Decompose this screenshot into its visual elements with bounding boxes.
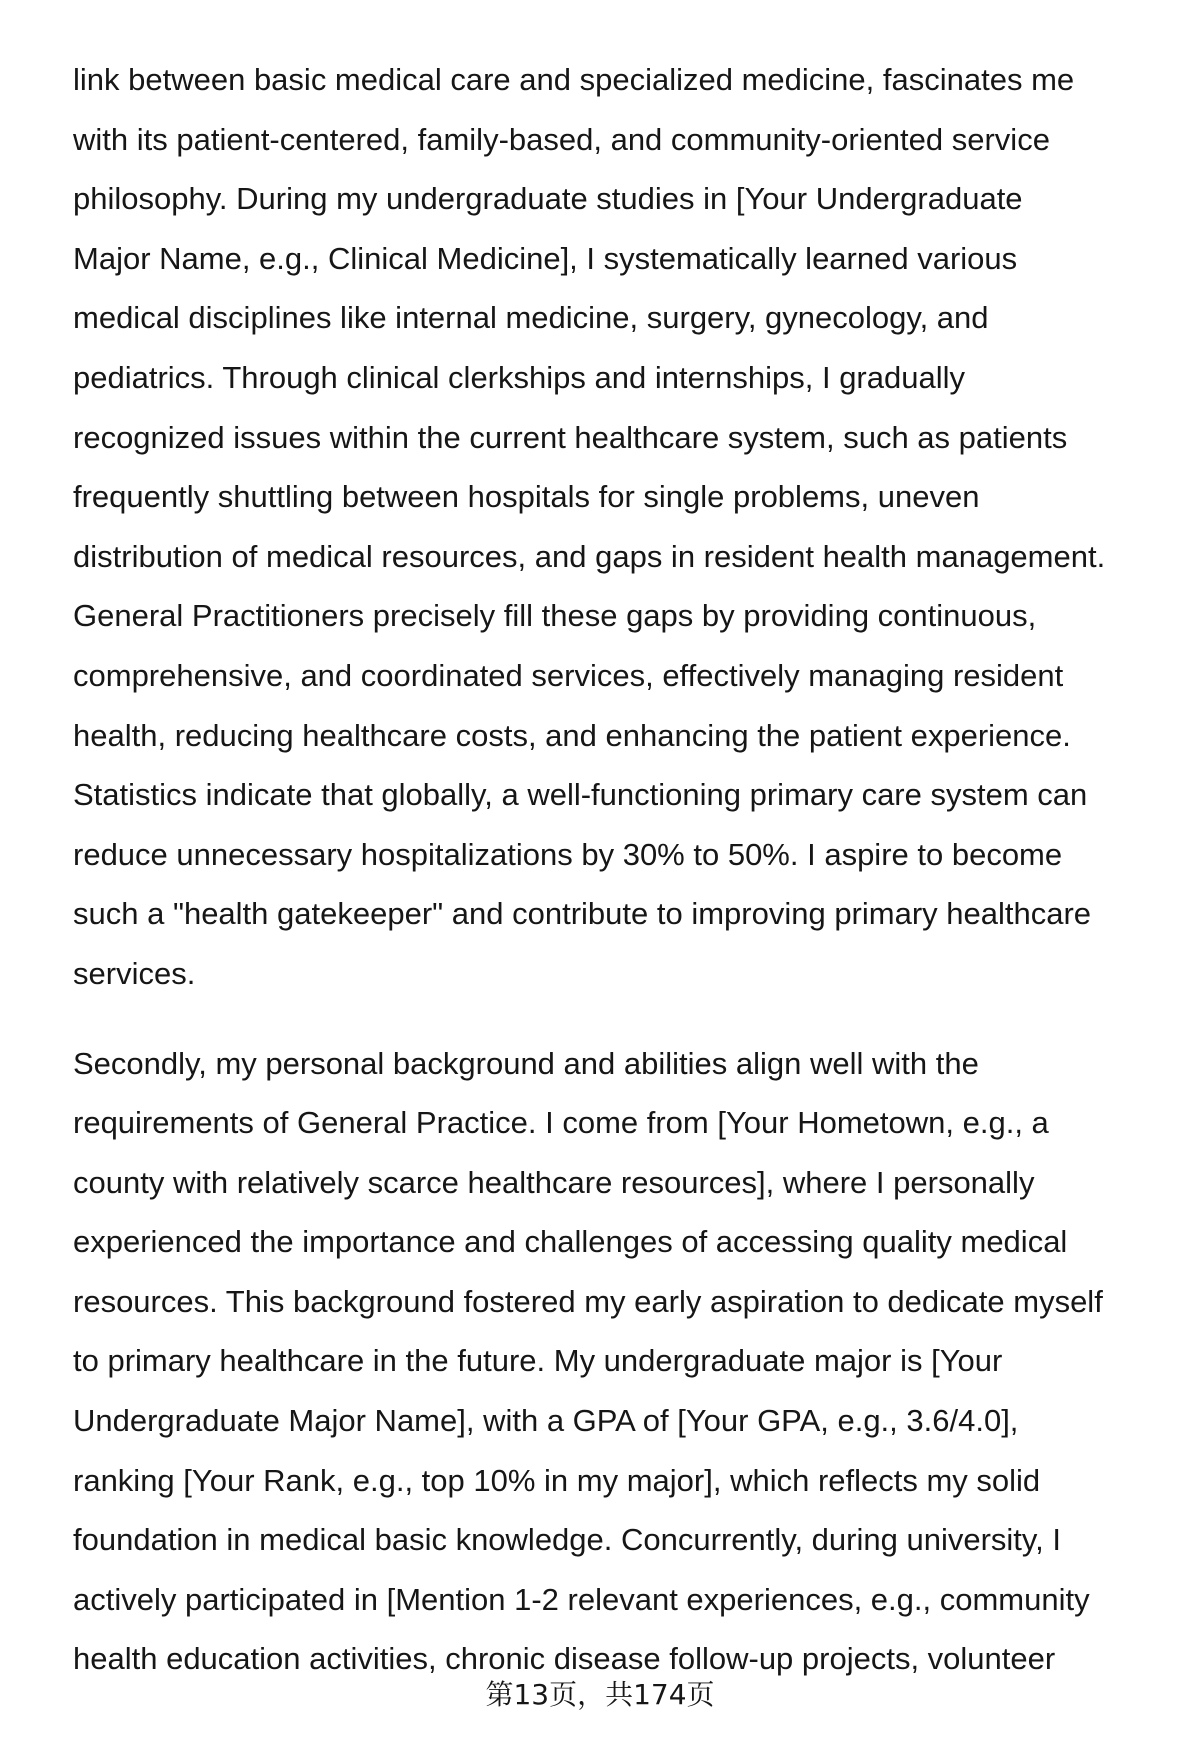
text-line: recognized issues within the current healthcare system, such as patients (73, 419, 1068, 455)
paragraph (73, 1034, 1183, 1690)
text-line: medical disciplines like internal medicine, surgery, gynecology, and (73, 300, 989, 336)
text-line: reduce unnecessary hospitalizations by 30% to 50%. I aspire to become (73, 836, 1063, 872)
text-line: frequently shuttling between hospitals for single problems, uneven (73, 479, 980, 515)
text-line: county with relatively scarce healthcare resources], where I personally (73, 1164, 1035, 1200)
text-line: distribution of medical resources, and gaps in resident health management. (73, 538, 1106, 574)
text-line: Undergraduate Major Name], with a GPA of [Your GPA, e.g., 3.6/4.0], (73, 1403, 1019, 1439)
text-line: experienced the importance and challenges of accessing quality medical (73, 1224, 1068, 1260)
text-line: Statistics indicate that globally, a well-functioning primary care system can (73, 777, 1088, 813)
text-line: health education activities, chronic disease follow-up projects, volunteer (73, 1641, 1056, 1677)
text-line: requirements of General Practice. I come from [Your Hometown, e.g., a (73, 1105, 1049, 1141)
text-line: link between basic medical care and specialized medicine, fascinates me (73, 62, 1075, 97)
text-line: with its patient-centered, family-based, and community-oriented service (73, 121, 1050, 157)
text-line: philosophy. During my undergraduate studies in [Your Undergraduate (73, 181, 1023, 217)
page-number-footer: 第13页，共174页 (485, 1678, 715, 1711)
text-line: Major Name, e.g., Clinical Medicine], I systematically learned various (73, 240, 1018, 276)
text-line: ranking [Your Rank, e.g., top 10% in my major], which reflects my solid (73, 1462, 1041, 1498)
text-line: services. (73, 955, 196, 991)
text-line: actively participated in [Mention 1-2 relevant experiences, e.g., community (73, 1581, 1090, 1617)
document-body (73, 50, 1183, 1689)
text-line: health, reducing healthcare costs, and enhancing the patient experience. (73, 717, 1071, 753)
text-line: such a "health gatekeeper" and contribute to improving primary healthcare (73, 896, 1092, 932)
text-line: pediatrics. Through clinical clerkships and internships, I gradually (73, 359, 965, 395)
text-line: foundation in medical basic knowledge. Concurrently, during university, I (73, 1522, 1061, 1558)
text-line: General Practitioners precisely fill these gaps by providing continuous, (73, 598, 1037, 634)
text-line: to primary healthcare in the future. My undergraduate major is [Your (73, 1343, 1003, 1379)
text-line: comprehensive, and coordinated services, effectively managing resident (73, 657, 1064, 693)
text-line: Secondly, my personal background and abilities align well with the (73, 1045, 979, 1081)
text-line: resources. This background fostered my early aspiration to dedicate myself (73, 1283, 1103, 1319)
paragraph (73, 50, 1183, 1004)
